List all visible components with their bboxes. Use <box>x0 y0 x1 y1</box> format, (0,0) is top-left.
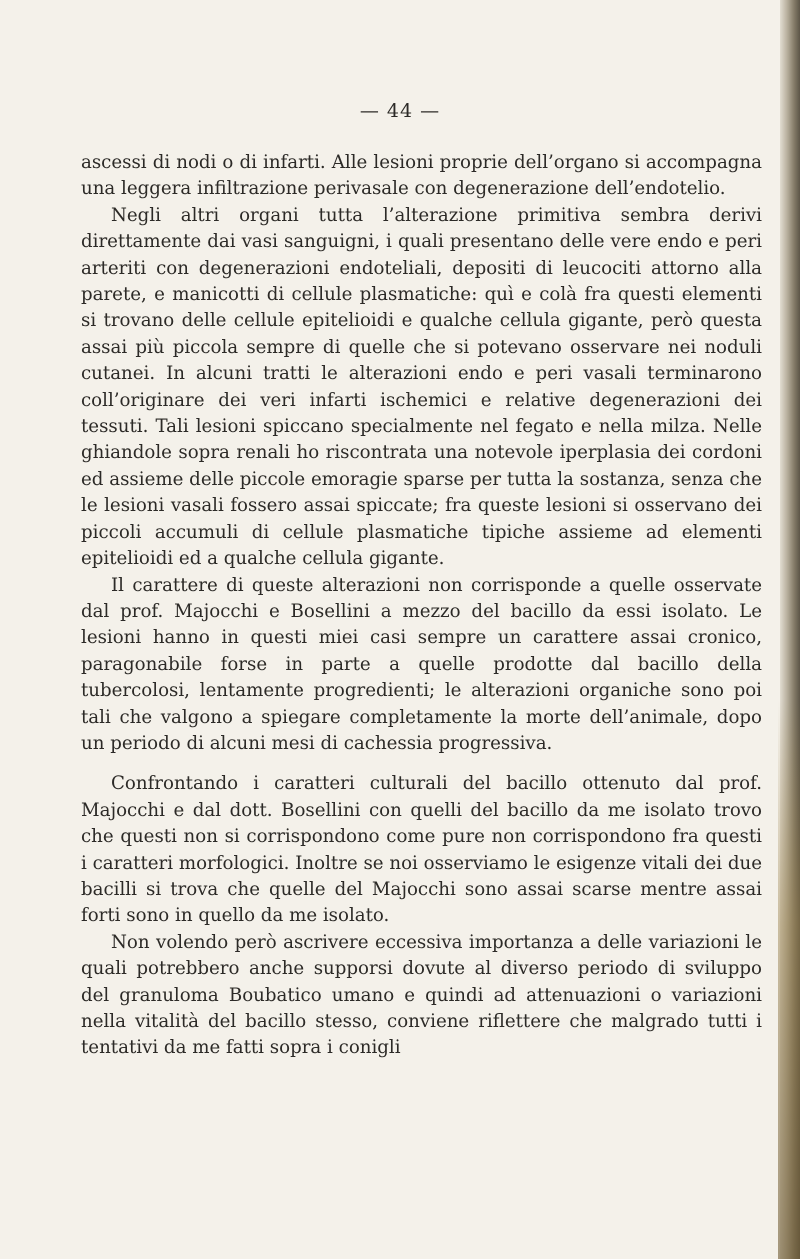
paragraph: Non volendo però ascrivere eccessiva importanza a delle variazioni le quali potrebbero anche supporsi dovute al diverso periodo di sviluppo del granuloma Boubatico umano e quindi ad attenuazioni o variazioni nella vitalità del bacillo stesso, conviene riflettere che malgrado tutti i tentativi da me fatti sopra i conigli <box>81 931 762 1059</box>
paragraph: Negli altri organi tutta l’alterazione primitiva sembra derivi direttamente dai vasi sanguigni, i quali presentano delle vere endo e peri arteriti con degenerazioni endoteliali, depositi di leucociti attorno alla parete, e manicotti di cellule plasmatiche: quì e colà fra questi elementi si trovano delle cellule epitelioidi e qualche cellula gigante, però questa assai più piccola sempre di quelle che si potevano osservare nei noduli cutanei. In alcuni tratti le alterazioni endo e peri vasali terminarono coll’originare dei veri infarti ischemici e relative degenerazioni dei tessuti. Tali lesioni spiccano specialmente nel fegato e nella milza. Nelle ghiandole sopra renali ho riscontrata una notevole iperplasia dei cordoni ed assieme delle piccole emoragie sparse per tutta la sostanza, senza che le lesioni vasali fossero assai spiccate; fra queste lesioni si osservano dei piccoli accumuli di cellule plasmatiche tipiche assieme ad elementi epitelioidi ed a qualche cellula gigante. <box>81 204 762 570</box>
page-number: — 44 — <box>359 100 441 122</box>
page-edge-stain <box>778 700 800 1259</box>
body-text <box>81 150 762 1062</box>
paragraph: Confrontando i caratteri culturali del bacillo ottenuto dal prof. Majocchi e dal dott. Bosellini con quelli del bacillo da me isolato trovo che questi non si corrispondono come pure non corrispondono fra questi i caratteri morfologici. Inoltre se noi osserviamo le esigenze vitali dei due bacilli si trova che quelle del Majocchi sono assai scarse mentre assai forti sono in quello da me isolato. <box>81 773 762 927</box>
paragraph: ascessi di nodi o di infarti. Alle lesioni proprie dell’organo si accompagna una leggera infiltrazione perivasale con degenerazione dell’endotelio. <box>81 152 762 200</box>
paragraph: Il carattere di queste alterazioni non corrisponde a quelle osservate dal prof. Majocchi e Bosellini a mezzo del bacillo da essi isolato. Le lesioni hanno in questi miei casi sempre un carattere assai cronico, paragonabile forse in parte a quelle prodotte dal bacillo della tubercolosi, lentamente progredienti; le alterazioni organiche sono poi tali che valgono a spiegare completamente la morte dell’animale, dopo un periodo di alcuni mesi di cachessia progressiva. <box>81 574 762 754</box>
